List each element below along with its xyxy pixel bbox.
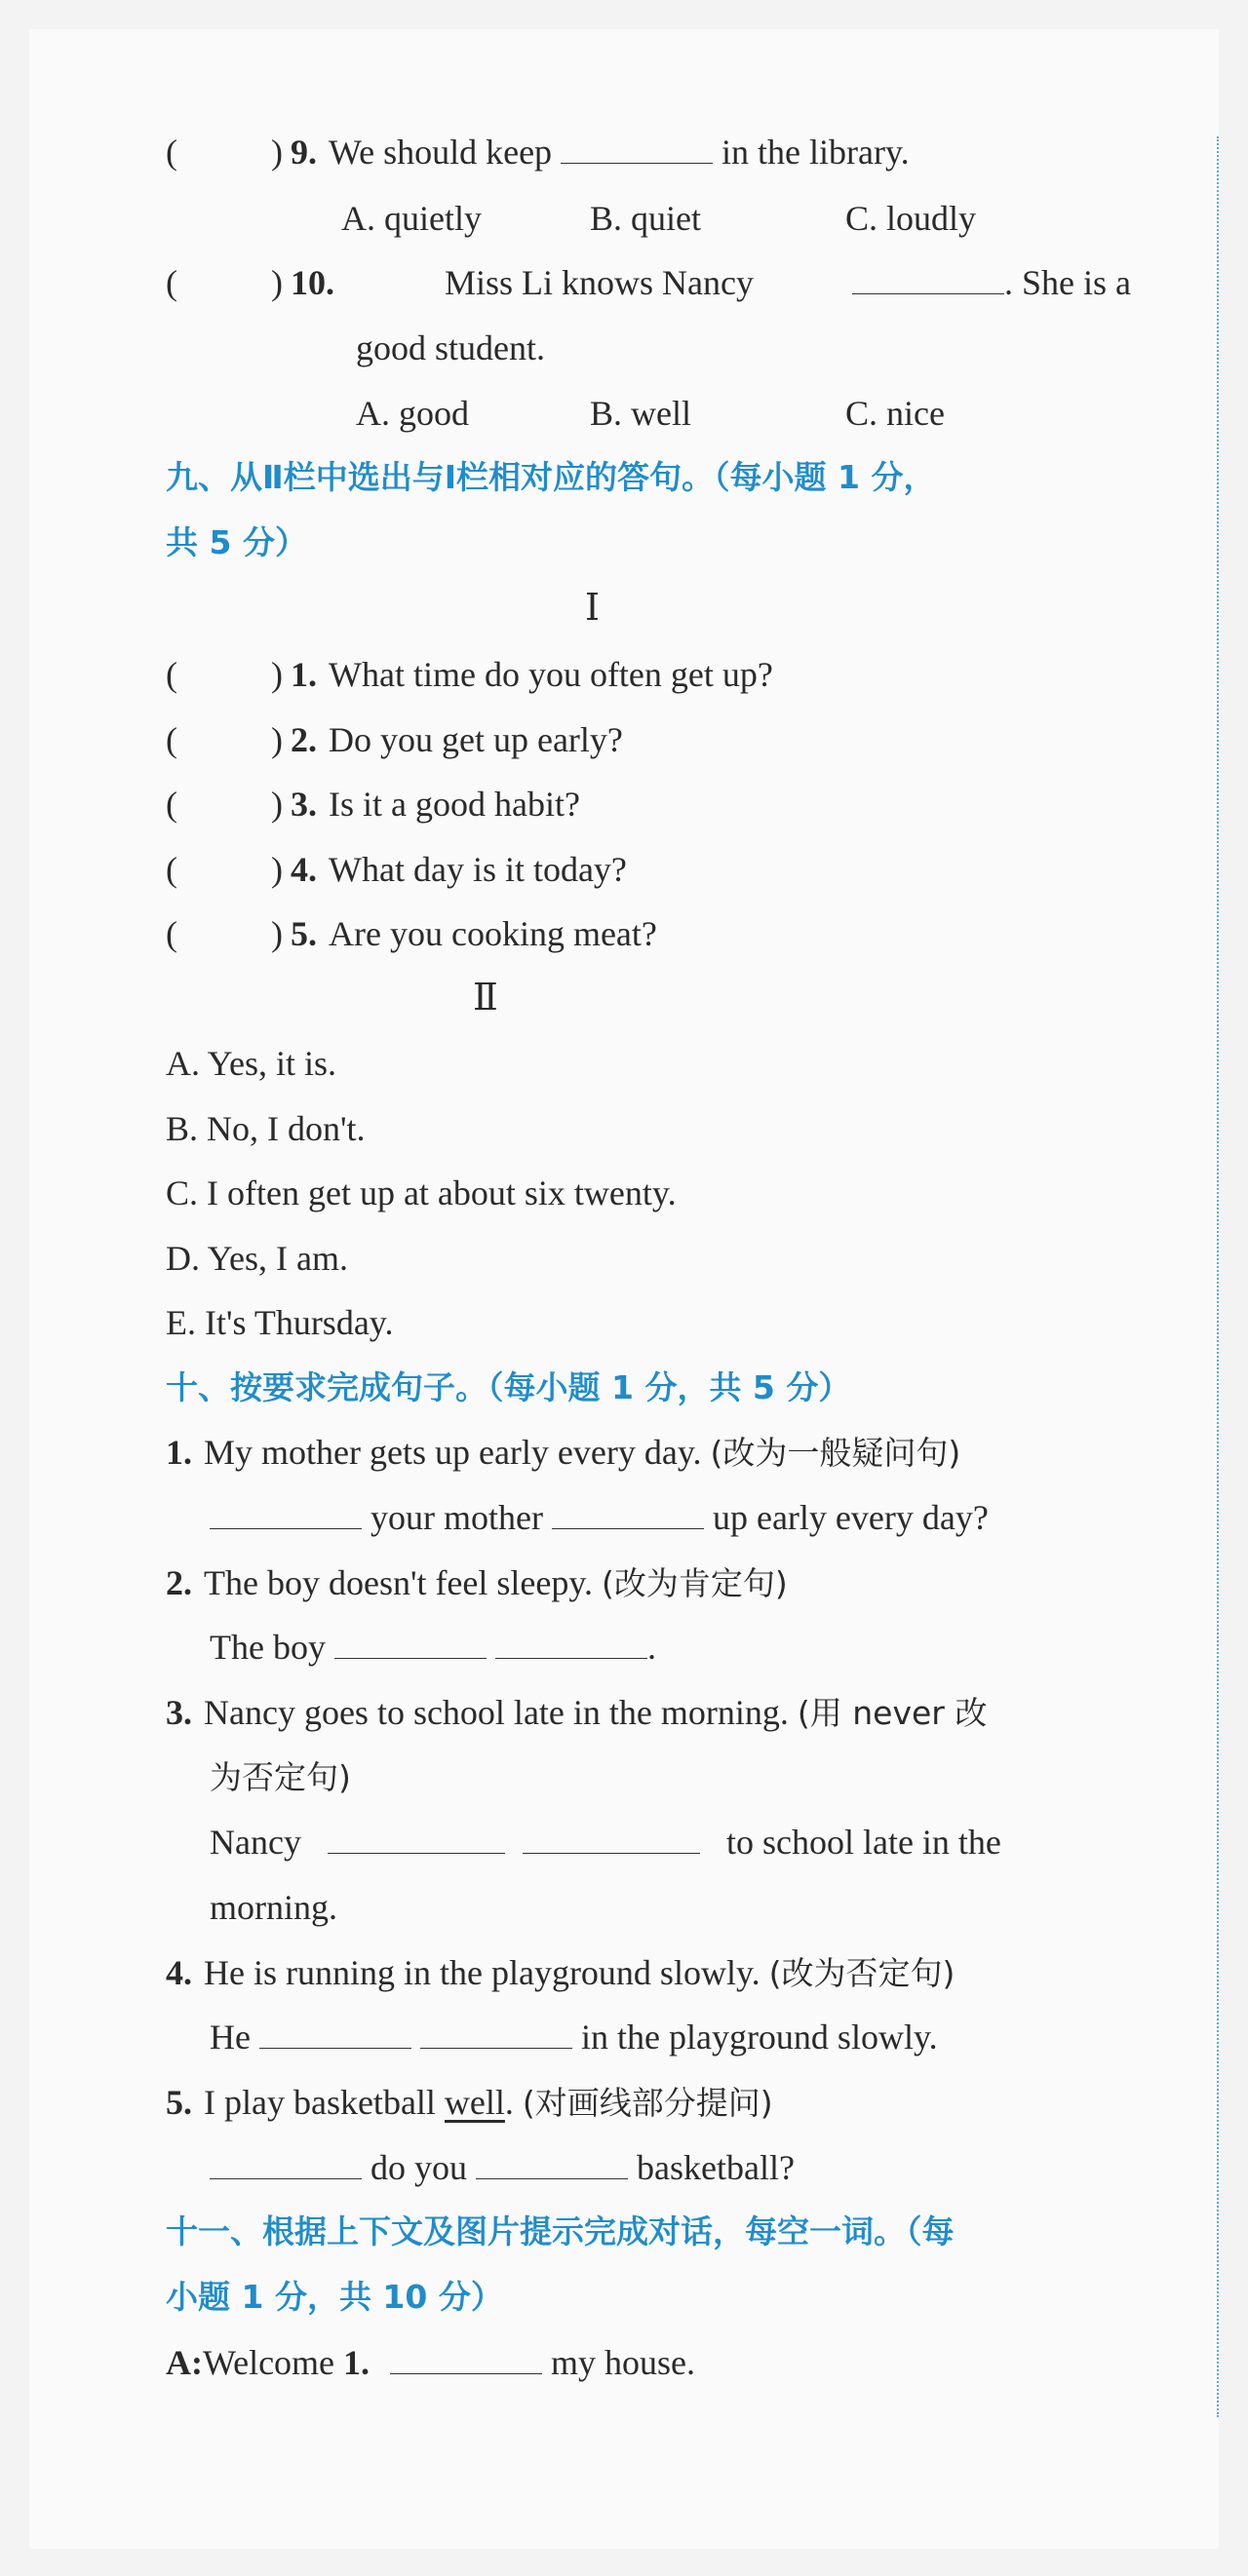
answer-option: B. No, I don't. <box>166 1109 366 1148</box>
column-2-label: Ⅱ <box>473 978 498 1019</box>
answer-blank[interactable] <box>328 1826 505 1854</box>
sentence-2-answer: The boy . <box>210 1628 656 1667</box>
sentence-5: 5. I play basketball well. (对画线部分提问) <box>166 2083 773 2122</box>
section-9-heading-line2: 共 5 分） <box>166 523 307 561</box>
answer-blank[interactable] <box>561 135 713 164</box>
question-10: ( ) 10. Miss Li knows Nancy . She is a <box>166 263 1131 302</box>
dialogue-line-1: A:Welcome 1. my house. <box>166 2343 696 2382</box>
sentence-3-answer: Nancy to school late in the <box>210 1823 1001 1862</box>
answer-option: A. Yes, it is. <box>166 1044 337 1083</box>
sentence-2: 2. The boy doesn't feel sleepy. (改为肯定句) <box>166 1563 788 1602</box>
matching-question: ( ) 4. What day is it today? <box>166 850 627 889</box>
answer-blank[interactable] <box>476 2151 628 2179</box>
sentence-1: 1. My mother gets up early every day. (改为一般疑问句) <box>166 1433 961 1472</box>
column-1-label: Ⅰ <box>585 588 601 629</box>
underlined-word: well <box>444 2083 505 2122</box>
dotted-margin-line <box>1217 136 1219 2417</box>
worksheet-page <box>29 29 1219 2549</box>
section-11-heading: 十一、根据上下文及图片提示完成对话，每空一词。（每 <box>166 2212 955 2250</box>
question-10-line2: good student. <box>356 328 545 367</box>
answer-blank[interactable] <box>523 1826 700 1854</box>
sentence-1-answer: your mother up early every day? <box>210 1496 989 1539</box>
answer-blank[interactable] <box>334 1631 487 1659</box>
answer-blank[interactable] <box>259 2020 411 2049</box>
answer-blank[interactable] <box>552 1501 704 1529</box>
answer-option: E. It's Thursday. <box>166 1303 394 1342</box>
answer-blank[interactable] <box>210 1501 362 1529</box>
answer-blank[interactable] <box>390 2346 542 2374</box>
question-9: ( ) 9. We should keep in the library. <box>166 133 910 172</box>
answer-blank[interactable] <box>852 266 1004 294</box>
sentence-4-answer: He in the playground slowly. <box>210 2018 938 2057</box>
section-10-heading: 十、按要求完成句子。（每小题 1 分，共 5 分） <box>166 1368 851 1406</box>
sentence-3-answer-line2: morning. <box>210 1888 337 1927</box>
answer-option: C. I often get up at about six twenty. <box>166 1173 677 1212</box>
matching-question: ( ) 1. What time do you often get up? <box>166 655 773 694</box>
sentence-3: 3. Nancy goes to school late in the morning. (用 never 改 <box>166 1693 988 1732</box>
matching-question: ( ) 5. Are you cooking meat? <box>166 914 657 953</box>
answer-blank[interactable] <box>495 1631 647 1659</box>
answer-blank[interactable] <box>210 2151 362 2179</box>
question-9-options: A. quietly B. quiet C. loudly <box>341 199 977 238</box>
section-11-heading-line2: 小题 1 分，共 10 分） <box>166 2278 503 2316</box>
sentence-3-line2: 为否定句) <box>210 1758 351 1796</box>
question-10-options: A. good B. well C. nice <box>356 394 945 433</box>
answer-option: D. Yes, I am. <box>166 1239 349 1278</box>
sentence-4: 4. He is running in the playground slowly. (改为否定句) <box>166 1953 956 1992</box>
matching-question: ( ) 2. Do you get up early? <box>166 720 623 759</box>
section-9-heading: 九、从Ⅱ栏中选出与Ⅰ栏相对应的答句。（每小题 1 分， <box>166 458 936 496</box>
answer-blank[interactable] <box>420 2020 572 2049</box>
sentence-5-answer: do you basketball? <box>210 2146 795 2189</box>
matching-question: ( ) 3. Is it a good habit? <box>166 785 580 824</box>
